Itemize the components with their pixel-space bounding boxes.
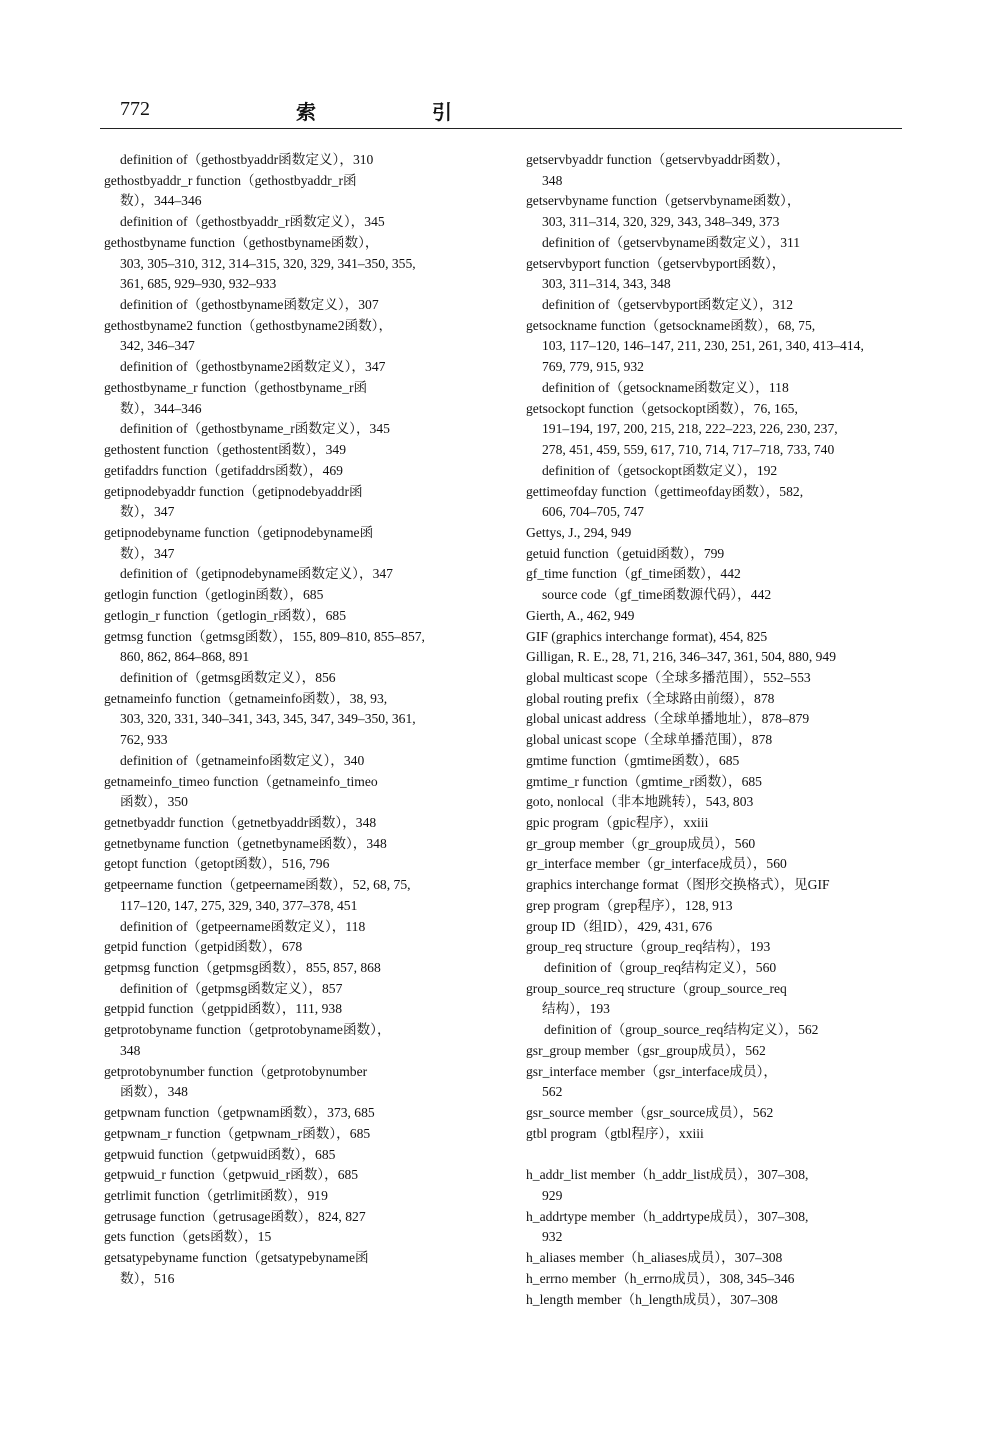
index-subentry: 数），347: [120, 504, 175, 520]
index-entry: goto, nonlocal（非本地跳转），543, 803: [526, 794, 754, 810]
running-title: 索 引: [296, 100, 500, 124]
index-subentry: 348: [542, 172, 563, 188]
index-subentry: 数），344–346: [120, 400, 202, 416]
index-entry: global unicast address（全球单播地址），878–879: [526, 711, 810, 727]
index-entry: gethostbyname_r function（gethostbyname_r函: [104, 379, 368, 395]
index-entry: global routing prefix（全球路由前缀），878: [526, 690, 775, 706]
index-entry: getsockname function（getsockname函数），68, 75,: [526, 317, 816, 333]
index-subentry: definition of（getnameinfo函数定义），340: [120, 752, 365, 768]
index-column-right: [526, 150, 916, 1310]
index-subentry: 342, 346–347: [120, 338, 195, 354]
index-subentry: definition of（gethostbyname_r函数定义），345: [120, 421, 390, 437]
index-subentry: definition of（getservbyport函数定义），312: [542, 297, 794, 313]
index-entry: h_aliases member（h_aliases成员），307–308: [526, 1250, 783, 1266]
index-subentry: 278, 451, 459, 559, 617, 710, 714, 717–718, 733, 740: [542, 442, 835, 458]
index-entry: global unicast scope（全球单播范围），878: [526, 732, 773, 748]
index-subentry: 769, 779, 915, 932: [542, 359, 644, 375]
section-gap: [526, 1145, 916, 1166]
index-entry: gr_group member（gr_group成员），560: [526, 835, 756, 851]
index-subentry: definition of（gethostbyaddr函数定义），310: [120, 152, 374, 167]
index-entry: gpic program（gpic程序），xxiii: [526, 815, 709, 830]
index-subentry: definition of（getservbyname函数定义），311: [542, 234, 801, 250]
index-entry: h_errno member（h_errno成员），308, 345–346: [526, 1270, 795, 1286]
index-entry: getservbyaddr function（getservbyaddr函数），: [526, 152, 790, 167]
index-entry: getpwuid function（getpwuid函数），685: [104, 1146, 336, 1162]
index-entry: getsatypebyname function（getsatypebyname函: [104, 1250, 369, 1266]
index-subentry: definition of（getsockname函数定义），118: [542, 379, 789, 395]
index-subentry: 303, 320, 331, 340–341, 343, 345, 347, 349–350, 361,: [120, 711, 416, 727]
index-subentry: 303, 311–314, 343, 348: [542, 276, 671, 292]
index-entry: getpwnam_r function（getpwnam_r函数），685: [104, 1125, 371, 1141]
running-header: [100, 96, 902, 129]
index-subentry: 数），347: [120, 545, 175, 561]
index-entry: getlogin_r function（getlogin_r函数），685: [104, 607, 347, 623]
index-subentry: 932: [542, 1229, 563, 1245]
index-entry: gmtime function（gmtime函数），685: [526, 752, 740, 768]
index-subentry: definition of（group_req结构定义），560: [544, 960, 777, 976]
index-subentry: source code（gf_time函数源代码），442: [542, 587, 772, 603]
index-subentry: definition of（getpmsg函数定义），857: [120, 980, 343, 996]
index-entry: getpwuid_r function（getpwuid_r函数），685: [104, 1167, 359, 1183]
index-entry: graphics interchange format（图形交换格式），见GIF: [526, 877, 830, 893]
index-entry: group_req structure（group_req结构），193: [526, 939, 771, 955]
page-number: 772: [120, 98, 150, 120]
index-entry: gethostbyname2 function（gethostbyname2函数），: [104, 317, 393, 333]
index-entry: gethostent function（gethostent函数），349: [104, 442, 347, 458]
index-entry: getnameinfo function（getnameinfo函数），38, 93,: [104, 690, 388, 706]
index-entry: getipnodebyaddr function（getipnodebyaddr函: [104, 483, 363, 499]
index-entry: gethostbyaddr_r function（gethostbyaddr_r函: [104, 172, 357, 188]
index-entry: gtbl program（gtbl程序），xxiii: [526, 1125, 704, 1141]
index-entry: h_addr_list member（h_addr_list成员），307–308,: [526, 1167, 809, 1183]
index-subentry: definition of（gethostbyname函数定义），307: [120, 297, 379, 313]
index-subentry: definition of（gethostbyaddr_r函数定义），345: [120, 214, 385, 230]
index-entry: grep program（grep程序），128, 913: [526, 897, 733, 913]
index-entry: gmtime_r function（gmtime_r函数），685: [526, 773, 762, 789]
index-subentry: definition of（getmsg函数定义），856: [120, 669, 336, 685]
index-subentry: 929: [542, 1187, 563, 1203]
index-subentry: 函数），348: [120, 1084, 188, 1100]
index-column-left: [104, 150, 496, 1290]
index-entry: getipnodebyname function（getipnodebyname函: [104, 524, 374, 540]
index-entry: getpeername function（getpeername函数），52, 68, 75,: [104, 877, 411, 893]
index-entry: getpmsg function（getpmsg函数），855, 857, 868: [104, 960, 381, 976]
index-entry: getprotobynumber function（getprotobynumber: [104, 1063, 368, 1079]
index-subentry: 数），516: [120, 1270, 175, 1286]
index-entry: Gilligan, R. E., 28, 71, 216, 346–347, 361, 504, 880, 949: [526, 649, 837, 665]
index-entry: gr_interface member（gr_interface成员），560: [526, 856, 787, 872]
index-entry: h_length member（h_length成员），307–308: [526, 1291, 778, 1307]
index-subentry: 结构），193: [542, 1001, 610, 1017]
index-entry: GIF (graphics interchange format), 454, 825: [526, 628, 768, 644]
index-entry: gettimeofday function（gettimeofday函数），582,: [526, 483, 804, 499]
index-entry: getservbyname function（getservbyname函数），: [526, 193, 801, 209]
index-subentry: 303, 305–310, 312, 314–315, 320, 329, 341–350, 355,: [120, 255, 416, 271]
index-entry: Gierth, A., 462, 949: [526, 607, 635, 623]
index-subentry: 860, 862, 864–868, 891: [120, 649, 250, 665]
index-subentry: 361, 685, 929–930, 932–933: [120, 276, 277, 292]
index-entry: getrusage function（getrusage函数），824, 827: [104, 1208, 366, 1224]
index-subentry: 562: [542, 1084, 563, 1100]
index-entry: getopt function（getopt函数），516, 796: [104, 856, 330, 872]
index-subentry: 762, 933: [120, 732, 168, 748]
index-subentry: 数），344–346: [120, 193, 202, 209]
index-subentry: definition of（gethostbyname2函数定义），347: [120, 359, 386, 375]
index-entry: getsockopt function（getsockopt函数），76, 165,: [526, 400, 798, 416]
index-entry: getservbyport function（getservbyport函数），: [526, 255, 786, 271]
index-subentry: 191–194, 197, 200, 215, 218, 222–223, 226, 230, 237,: [542, 421, 838, 437]
index-entry: getnetbyname function（getnetbyname函数），348: [104, 835, 387, 851]
index-entry: getpid function（getpid函数），678: [104, 939, 303, 955]
index-entry: getnameinfo_timeo function（getnameinfo_timeo: [104, 773, 378, 789]
index-subentry: 函数），350: [120, 794, 188, 810]
index-subentry: 303, 311–314, 320, 329, 343, 348–349, 373: [542, 214, 780, 230]
index-entry: gsr_group member（gsr_group成员），562: [526, 1042, 766, 1058]
index-entry: getlogin function（getlogin函数），685: [104, 587, 324, 603]
index-entry: getprotobyname function（getprotobyname函数），: [104, 1022, 391, 1038]
index-entry: gf_time function（gf_time函数），442: [526, 566, 741, 582]
index-subentry: 348: [120, 1042, 141, 1058]
index-entry: Gettys, J., 294, 949: [526, 524, 632, 540]
index-subentry: definition of（getipnodebyname函数定义），347: [120, 566, 393, 582]
index-subentry: 117–120, 147, 275, 329, 340, 377–378, 451: [120, 897, 358, 913]
index-subentry: definition of（getsockopt函数定义），192: [542, 462, 778, 478]
index-entry: gsr_source member（gsr_source成员），562: [526, 1105, 774, 1121]
index-entry: global multicast scope（全球多播范围），552–553: [526, 669, 811, 685]
index-entry: getifaddrs function（getifaddrs函数），469: [104, 462, 343, 478]
index-entry: getmsg function（getmsg函数），155, 809–810, 855–857,: [104, 628, 425, 644]
index-entry: gethostbyname function（gethostbyname函数），: [104, 234, 379, 250]
index-entry: getnetbyaddr function（getnetbyaddr函数），348: [104, 815, 377, 830]
index-entry: getppid function（getppid函数），111, 938: [104, 1001, 342, 1017]
index-entry: getpwnam function（getpwnam函数），373, 685: [104, 1105, 375, 1121]
index-subentry: 103, 117–120, 146–147, 211, 230, 251, 261, 340, 413–414,: [542, 338, 864, 354]
index-entry: group_source_req structure（group_source_req: [526, 980, 787, 996]
index-subentry: definition of（group_source_req结构定义），562: [544, 1022, 819, 1038]
index-entry: getuid function（getuid函数），799: [526, 545, 725, 561]
index-entry: gsr_interface member（gsr_interface成员），: [526, 1063, 778, 1079]
index-subentry: 606, 704–705, 747: [542, 504, 644, 520]
index-entry: group ID（组ID），429, 431, 676: [526, 918, 713, 934]
index-entry: getrlimit function（getrlimit函数），919: [104, 1187, 328, 1203]
index-subentry: definition of（getpeername函数定义），118: [120, 918, 366, 934]
index-entry: h_addrtype member（h_addrtype成员），307–308,: [526, 1208, 809, 1224]
index-entry: gets function（gets函数），15: [104, 1229, 272, 1245]
